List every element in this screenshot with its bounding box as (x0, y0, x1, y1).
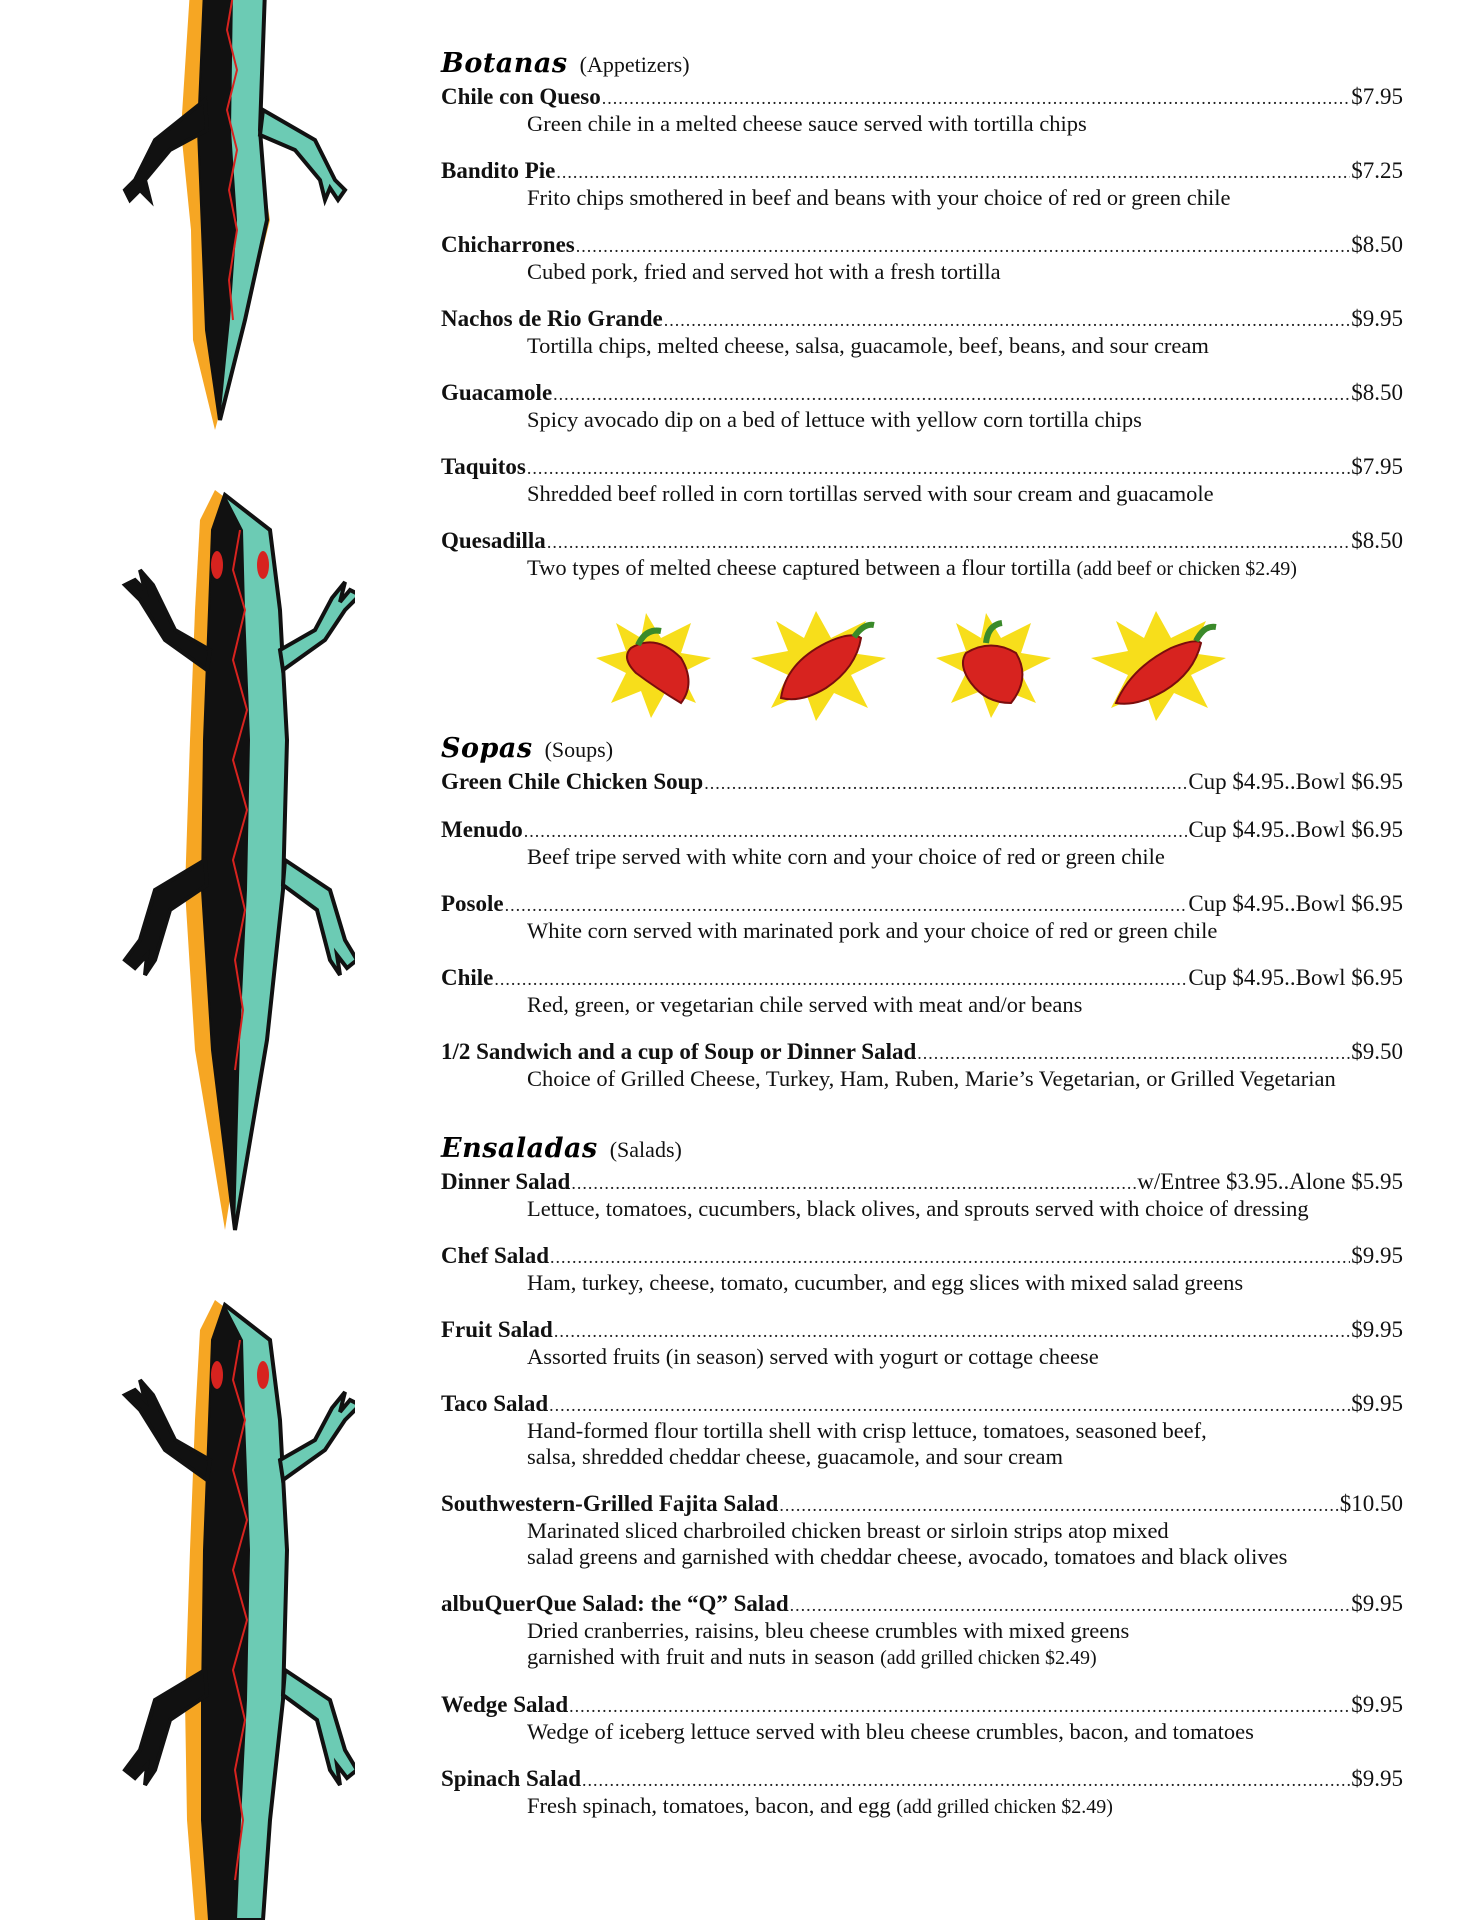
menu-item-description (441, 1618, 1403, 1671)
menu-item-description-text: Cubed pork, fried and served hot with a fresh tortilla (527, 259, 1001, 284)
dot-leader (571, 1170, 1136, 1196)
menu-item (441, 891, 1403, 944)
dot-leader (524, 818, 1188, 844)
chile-pepper-icon (1091, 611, 1226, 721)
lizard-icon (95, 0, 355, 440)
section-title: Ensaladas (441, 1133, 598, 1164)
menu-item-description (441, 918, 1403, 944)
menu-item-price: $7.95 (1351, 454, 1403, 479)
menu-item (441, 1317, 1403, 1370)
menu-item-price: w/Entree $3.95..Alone $5.95 (1137, 1169, 1403, 1194)
dot-leader (917, 1040, 1350, 1066)
menu-item-name: Wedge Salad (441, 1692, 569, 1717)
menu-item-name: Fruit Salad (441, 1317, 553, 1342)
menu-item-description-text: Tortilla chips, melted cheese, salsa, guacamole, beef, beans, and sour cream (527, 333, 1209, 358)
menu-item-name: Posole (441, 891, 504, 916)
menu-item (441, 380, 1403, 433)
section-title: Botanas (441, 48, 568, 79)
menu-item-line (441, 306, 1403, 333)
menu-item-name: 1/2 Sandwich and a cup of Soup or Dinner Salad (441, 1039, 917, 1064)
dot-leader (554, 1318, 1350, 1344)
chile-peppers-banner (586, 603, 1266, 723)
item-list (441, 1169, 1403, 1820)
menu-item (441, 306, 1403, 359)
menu-item-description-text: Lettuce, tomatoes, cucumbers, black olives, and sprouts served with choice of dressing (527, 1196, 1309, 1221)
dot-leader (550, 1244, 1350, 1270)
menu-item-price: $10.50 (1339, 1491, 1403, 1516)
lizard-icon (95, 490, 355, 1250)
menu-item (441, 1766, 1403, 1820)
menu-item-price: $9.50 (1351, 1039, 1403, 1064)
menu-item (441, 1692, 1403, 1745)
menu-item-price: $9.95 (1351, 1243, 1403, 1268)
menu-content (441, 48, 1403, 1841)
menu-item (441, 1591, 1403, 1671)
menu-item-price: $9.95 (1351, 1591, 1403, 1616)
menu-item (441, 454, 1403, 507)
menu-item-name: Chile con Queso (441, 84, 601, 109)
lizard-decoration-column (0, 0, 420, 1920)
dot-leader (790, 1592, 1351, 1618)
dot-leader (494, 966, 1187, 992)
menu-item-price: Cup $4.95..Bowl $6.95 (1188, 769, 1403, 794)
menu-item-description-text: Marinated sliced charbroiled chicken breast or sirloin strips atop mixed salad greens and garnished with cheddar cheese, avocado, tomatoes and black olives (527, 1518, 1288, 1569)
dot-leader (547, 529, 1350, 555)
chile-pepper-icon (751, 611, 886, 721)
menu-item-price: $9.95 (1351, 1692, 1403, 1717)
lizard-icon (95, 1300, 355, 1920)
menu-item-price: Cup $4.95..Bowl $6.95 (1188, 965, 1403, 990)
menu-item-line (441, 1243, 1403, 1270)
dot-leader (553, 381, 1350, 407)
menu-item-description (441, 844, 1403, 870)
dot-leader (505, 892, 1188, 918)
menu-item-name: Green Chile Chicken Soup (441, 769, 704, 794)
menu-item-price: $8.50 (1351, 232, 1403, 257)
menu-item-price: Cup $4.95..Bowl $6.95 (1188, 817, 1403, 842)
menu-item-line (441, 1491, 1403, 1518)
menu-item-note: (add beef or chicken $2.49) (1076, 558, 1297, 580)
menu-item (441, 1391, 1403, 1470)
menu-item-line (441, 965, 1403, 992)
chile-pepper-icon (596, 613, 711, 718)
menu-item-description (441, 259, 1403, 285)
menu-item (441, 1039, 1403, 1092)
menu-item-price: Cup $4.95..Bowl $6.95 (1188, 891, 1403, 916)
menu-item-description-text: White corn served with marinated pork and your choice of red or green chile (527, 918, 1218, 943)
menu-item-description (441, 1196, 1403, 1222)
menu-item-name: albuQuerQue Salad: the “Q” Salad (441, 1591, 789, 1616)
menu-item-line (441, 769, 1403, 796)
section-header (441, 733, 1403, 769)
menu-item-description (441, 111, 1403, 137)
menu-item-name: Guacamole (441, 380, 553, 405)
menu-item (441, 1491, 1403, 1570)
menu-item-name: Chile (441, 965, 494, 990)
section-subtitle: (Appetizers) (579, 52, 690, 77)
menu-item-description-text: Beef tripe served with white corn and your choice of red or green chile (527, 844, 1165, 869)
menu-item-line (441, 1692, 1403, 1719)
menu-item-description (441, 1418, 1403, 1470)
section-header (441, 1133, 1403, 1169)
menu-item-description-text: Spicy avocado dip on a bed of lettuce with yellow corn tortilla chips (527, 407, 1142, 432)
menu-item (441, 817, 1403, 870)
menu-item-price: $7.25 (1351, 158, 1403, 183)
item-list (441, 84, 1403, 582)
menu-item-name: Dinner Salad (441, 1169, 571, 1194)
menu-item-description-text: Two types of melted cheese captured between a flour tortilla (527, 555, 1071, 580)
menu-item-line (441, 158, 1403, 185)
menu-item-description-text: Ham, turkey, cheese, tomato, cucumber, and egg slices with mixed salad greens (527, 1270, 1244, 1295)
menu-item-name: Southwestern-Grilled Fajita Salad (441, 1491, 779, 1516)
menu-item-price: $8.50 (1351, 528, 1403, 553)
menu-item-price: $9.95 (1351, 306, 1403, 331)
dot-leader (704, 770, 1187, 796)
menu-item-price: $8.50 (1351, 380, 1403, 405)
menu-item-line (441, 232, 1403, 259)
menu-item-description (441, 185, 1403, 211)
menu-item-line (441, 528, 1403, 555)
menu-item-name: Nachos de Rio Grande (441, 306, 663, 331)
menu-item (441, 84, 1403, 137)
menu-item-line (441, 1766, 1403, 1793)
menu-item-name: Bandito Pie (441, 158, 556, 183)
menu-item-description-text: Choice of Grilled Cheese, Turkey, Ham, Ruben, Marie’s Vegetarian, or Grilled Vegetarian (527, 1066, 1336, 1091)
menu-item-line (441, 1317, 1403, 1344)
menu-item-name: Chicharrones (441, 232, 575, 257)
dot-leader (602, 85, 1351, 111)
menu-item (441, 1243, 1403, 1296)
section-soups (441, 733, 1403, 1092)
section-appetizers (441, 48, 1403, 582)
menu-item-description (441, 481, 1403, 507)
menu-item-line (441, 1591, 1403, 1618)
menu-item-description (441, 333, 1403, 359)
menu-item-description (441, 555, 1403, 582)
menu-item-name: Spinach Salad (441, 1766, 581, 1791)
menu-item-description-text: Red, green, or vegetarian chile served with meat and/or beans (527, 992, 1083, 1017)
section-title: Sopas (441, 733, 533, 764)
menu-item-note: (add grilled chicken $2.49) (896, 1796, 1113, 1818)
menu-item-line (441, 84, 1403, 111)
menu-item-line (441, 380, 1403, 407)
item-list (441, 769, 1403, 1092)
menu-item-description-text: Dried cranberries, raisins, bleu cheese crumbles with mixed greens garnished with fruit and nuts in season (527, 1618, 1130, 1669)
section-subtitle: (Soups) (544, 737, 614, 762)
menu-item (441, 158, 1403, 211)
section-salads (441, 1133, 1403, 1820)
menu-item-description (441, 1066, 1403, 1092)
menu-item-line (441, 891, 1403, 918)
dot-leader (569, 1693, 1350, 1719)
menu-item-line (441, 1039, 1403, 1066)
menu-item-line (441, 817, 1403, 844)
chile-pepper-icon (936, 613, 1051, 718)
menu-item-price: $9.95 (1351, 1391, 1403, 1416)
menu-item-name: Taquitos (441, 454, 526, 479)
menu-item-description (441, 1719, 1403, 1745)
menu-item (441, 1169, 1403, 1222)
menu-item-name: Quesadilla (441, 528, 546, 553)
menu-item-price: $7.95 (1351, 84, 1403, 109)
dot-leader (582, 1767, 1350, 1793)
menu-item-description-text: Fresh spinach, tomatoes, bacon, and egg (527, 1793, 891, 1818)
section-header (441, 48, 1403, 84)
dot-leader (556, 159, 1350, 185)
menu-item-description (441, 1518, 1403, 1570)
menu-item-name: Menudo (441, 817, 523, 842)
menu-item (441, 769, 1403, 796)
menu-item-description-text: Hand-formed flour tortilla shell with crisp lettuce, tomatoes, seasoned beef, salsa, shredded cheddar cheese, guacamole, and sour cream (527, 1418, 1207, 1469)
menu-item (441, 965, 1403, 1018)
dot-leader (576, 233, 1351, 259)
dot-leader (664, 307, 1351, 333)
menu-item-description (441, 992, 1403, 1018)
menu-item-description-text: Green chile in a melted cheese sauce served with tortilla chips (527, 111, 1087, 136)
menu-item-description-text: Frito chips smothered in beef and beans with your choice of red or green chile (527, 185, 1231, 210)
menu-item-name: Taco Salad (441, 1391, 549, 1416)
menu-item (441, 232, 1403, 285)
menu-item-description-text: Wedge of iceberg lettuce served with bleu cheese crumbles, bacon, and tomatoes (527, 1719, 1254, 1744)
menu-item-description (441, 407, 1403, 433)
menu-item-description-text: Assorted fruits (in season) served with yogurt or cottage cheese (527, 1344, 1099, 1369)
dot-leader (779, 1492, 1338, 1518)
dot-leader (549, 1392, 1350, 1418)
menu-item-description (441, 1344, 1403, 1370)
menu-item-price: $9.95 (1351, 1317, 1403, 1342)
menu-item (441, 528, 1403, 582)
menu-item-description-text: Shredded beef rolled in corn tortillas served with sour cream and guacamole (527, 481, 1214, 506)
section-subtitle: (Salads) (609, 1137, 682, 1162)
menu-item-note: (add grilled chicken $2.49) (880, 1647, 1097, 1669)
menu-item-line (441, 454, 1403, 481)
menu-item-description (441, 1793, 1403, 1820)
menu-item-name: Chef Salad (441, 1243, 549, 1268)
menu-item-line (441, 1391, 1403, 1418)
menu-item-price: $9.95 (1351, 1766, 1403, 1791)
menu-item-line (441, 1169, 1403, 1196)
dot-leader (527, 455, 1350, 481)
menu-item-description (441, 1270, 1403, 1296)
